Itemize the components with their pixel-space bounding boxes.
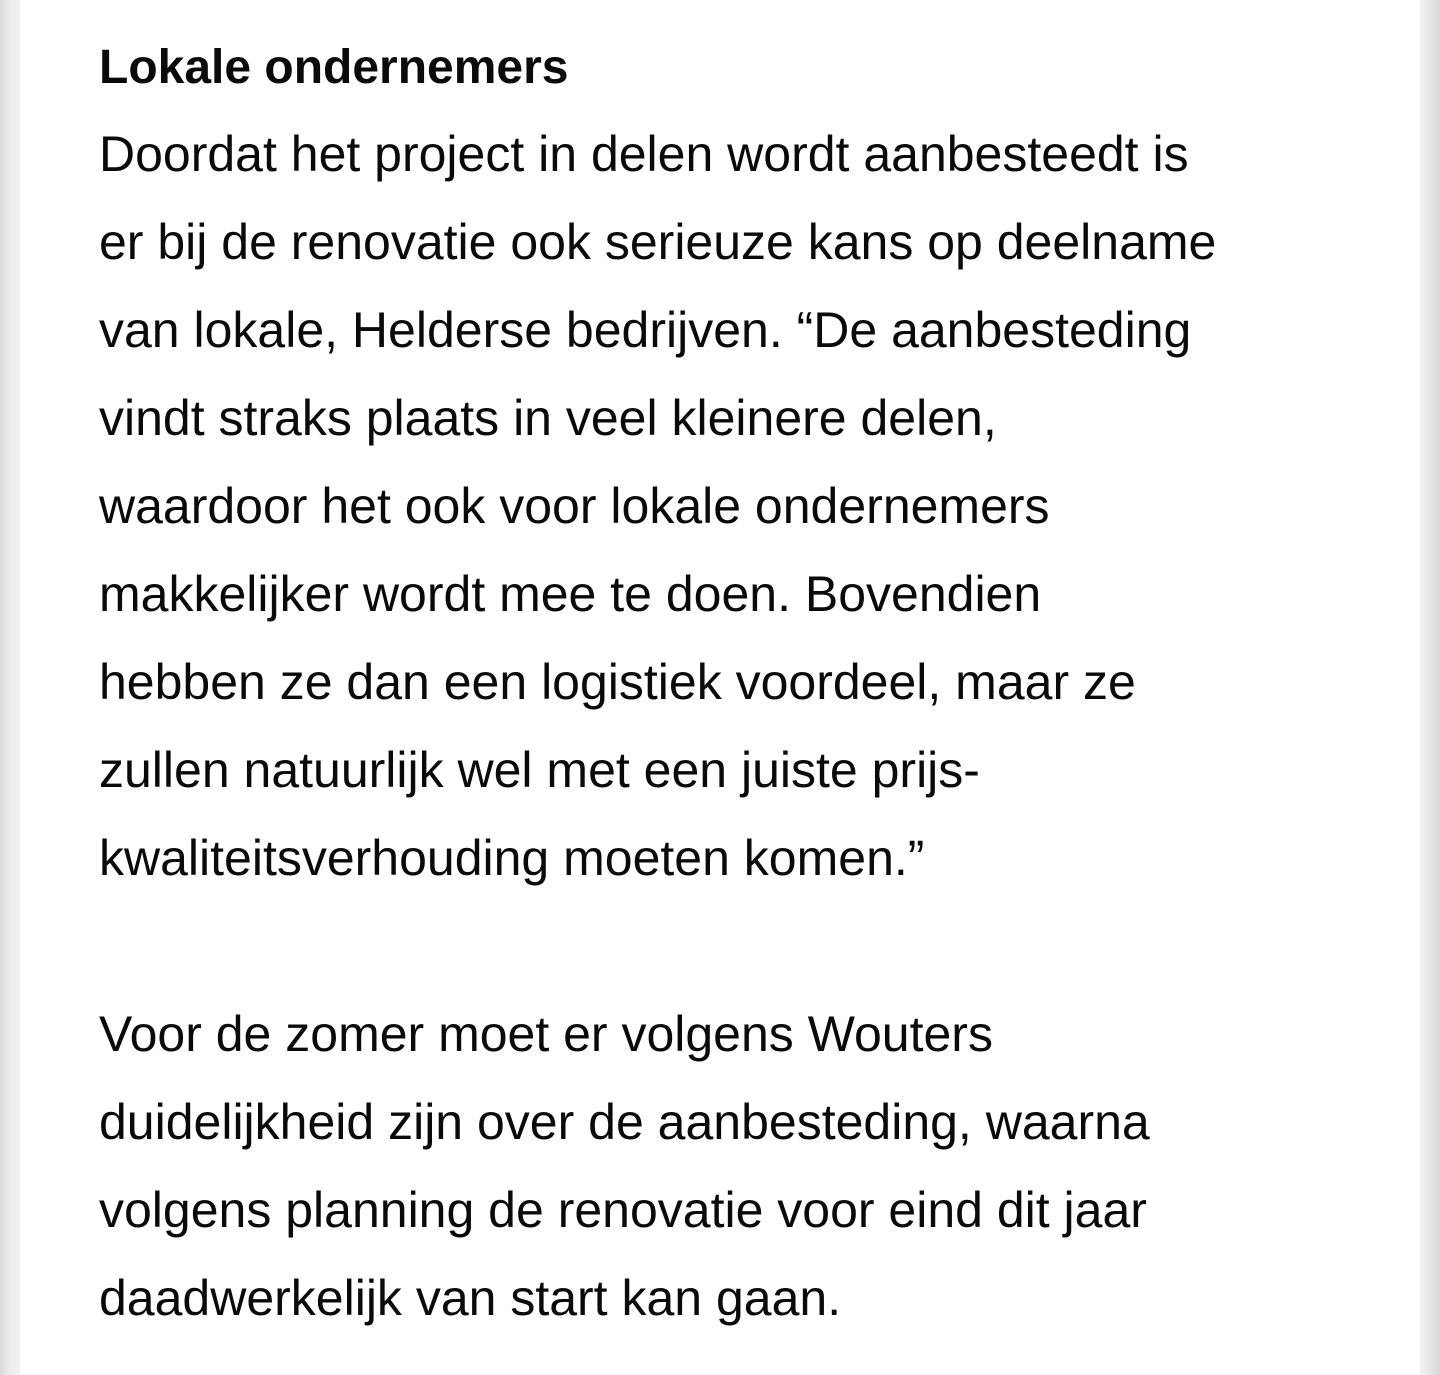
paragraph-local-entrepreneurs (99, 110, 1359, 902)
paragraph-line: makkelijker wordt mee te doen. Bovendien (99, 566, 1042, 622)
section-heading: Lokale ondernemers (99, 41, 569, 94)
paragraph-tender-timeline (99, 990, 1359, 1342)
paragraph-line: vindt straks plaats in veel kleinere delen, (99, 390, 997, 446)
paragraph-line: waardoor het ook voor lokale ondernemers (99, 478, 1050, 534)
paragraph-line: duidelijkheid zijn over de aanbesteding, waarna (99, 1094, 1150, 1150)
paragraph-line: zullen natuurlijk wel met een juiste prijs- (99, 742, 980, 798)
paragraph-line: kwaliteitsverhouding moeten komen.” (99, 830, 925, 886)
paragraph-line: van lokale, Helderse bedrijven. “De aanbesteding (99, 302, 1192, 358)
paragraph-line: hebben ze dan een logistiek voordeel, maar ze (99, 654, 1136, 710)
article-card (20, 0, 1420, 1375)
paragraph-line: daadwerkelijk van start kan gaan. (99, 1270, 842, 1326)
paragraph-line: er bij de renovatie ook serieuze kans op deelname (99, 214, 1217, 270)
article-body (99, 0, 1359, 1342)
paragraph-line: Doordat het project in delen wordt aanbesteedt is (99, 126, 1189, 182)
paragraph-line: volgens planning de renovatie voor eind dit jaar (99, 1182, 1147, 1238)
paragraph-line: Voor de zomer moet er volgens Wouters (99, 1006, 993, 1062)
